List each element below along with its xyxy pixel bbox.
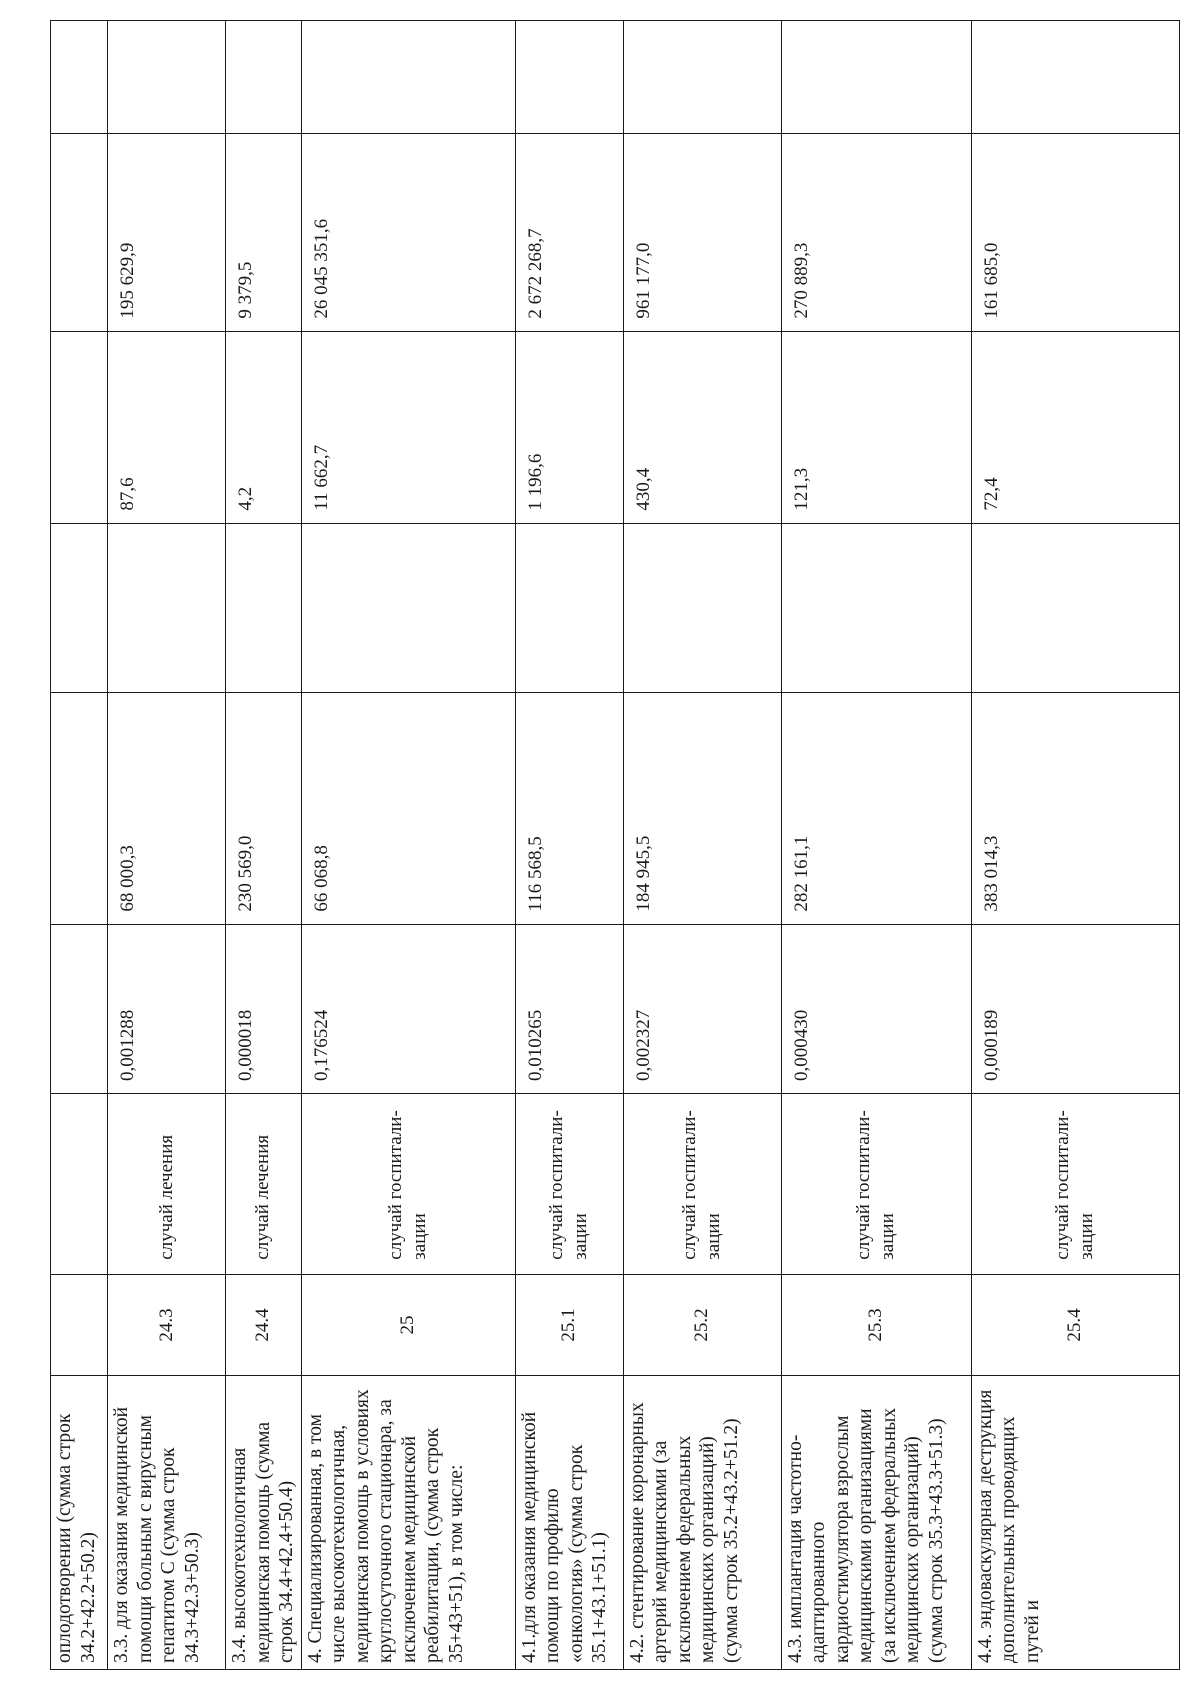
norm-volume-cell: 0,000018 — [226, 924, 302, 1093]
table-row — [971, 21, 1180, 1670]
empty-cell — [781, 523, 971, 692]
norm-cost-cell: 383 014,3 — [971, 693, 1180, 925]
table-row — [108, 21, 226, 1670]
table-row — [781, 21, 971, 1670]
per-capita-cell: 72,4 — [971, 331, 1180, 523]
empty-cell — [51, 1274, 108, 1376]
norm-cost-cell: 66 068,8 — [301, 693, 515, 925]
empty-cell — [226, 523, 302, 692]
norm-volume-cell: 0,010265 — [515, 924, 623, 1093]
empty-cell — [51, 924, 108, 1093]
per-capita-cell: 430,4 — [623, 331, 781, 523]
row-name-cell: 3.3. для оказания медицинской помощи больным с вирусным гепатитом С (сумма строк 34.3+42.3+50.3) — [108, 1376, 226, 1670]
norm-volume-cell: 0,000189 — [971, 924, 1180, 1093]
table-row-continuation — [51, 21, 108, 1670]
unit-cell: случай лечения — [226, 1094, 302, 1275]
row-name-cell: 3.4. высокотехнологичная медицинская помощь (сумма строк 34.4+42.4+50.4) — [226, 1376, 302, 1670]
row-code-cell: 25.1 — [515, 1274, 623, 1376]
empty-cell — [108, 523, 226, 692]
total-cell: 961 177,0 — [623, 134, 781, 332]
unit-cell: случай госпитали- зации — [623, 1094, 781, 1275]
empty-cell — [971, 21, 1180, 134]
unit-cell: случай госпитали- зации — [781, 1094, 971, 1275]
table-row — [623, 21, 781, 1670]
per-capita-cell: 87,6 — [108, 331, 226, 523]
empty-cell — [971, 523, 1180, 692]
empty-cell — [623, 523, 781, 692]
empty-cell — [51, 523, 108, 692]
empty-cell — [51, 693, 108, 925]
row-code-cell: 24.3 — [108, 1274, 226, 1376]
empty-cell — [51, 134, 108, 332]
norm-cost-cell: 184 945,5 — [623, 693, 781, 925]
norm-volume-cell: 0,002327 — [623, 924, 781, 1093]
empty-cell — [515, 21, 623, 134]
row-name-cell: 4.1.для оказания медицинской помощи по профилю «онкология» (сумма строк 35.1+43.1+51.1) — [515, 1376, 623, 1670]
empty-cell — [781, 21, 971, 134]
empty-cell — [301, 21, 515, 134]
empty-cell — [301, 523, 515, 692]
table-row — [301, 21, 515, 1670]
data-table — [50, 20, 1180, 1670]
row-name-cell: 4.2. стентирование коронарных артерий медицинскими (за исключением федеральных медицинских организаций) (сумма строк 35.2+43.2+51.2) — [623, 1376, 781, 1670]
per-capita-cell: 121,3 — [781, 331, 971, 523]
row-code-cell: 25 — [301, 1274, 515, 1376]
total-cell: 9 379,5 — [226, 134, 302, 332]
norm-cost-cell: 116 568,5 — [515, 693, 623, 925]
unit-cell: случай госпитали- зации — [515, 1094, 623, 1275]
total-cell: 270 889,3 — [781, 134, 971, 332]
table-row — [226, 21, 302, 1670]
unit-cell: случай госпитали- зации — [301, 1094, 515, 1275]
total-cell: 26 045 351,6 — [301, 134, 515, 332]
row-code-cell: 24.4 — [226, 1274, 302, 1376]
per-capita-cell: 11 662,7 — [301, 331, 515, 523]
unit-cell: случай госпитали- зации — [971, 1094, 1180, 1275]
row-code-cell: 25.2 — [623, 1274, 781, 1376]
total-cell: 2 672 268,7 — [515, 134, 623, 332]
norm-cost-cell: 230 569,0 — [226, 693, 302, 925]
total-cell: 195 629,9 — [108, 134, 226, 332]
rotated-page — [50, 20, 1180, 1670]
unit-cell: случай лечения — [108, 1094, 226, 1275]
row-code-cell: 25.4 — [971, 1274, 1180, 1376]
empty-cell — [515, 523, 623, 692]
empty-cell — [51, 331, 108, 523]
empty-cell — [226, 21, 302, 134]
row-name-cell: 4. Специализированная, в том числе высокотехнологичная, медицинская помощь в условиях круглосуточного стационара, за исключением медицинской реабилитации, (сумма строк 35+43+51), в том числе: — [301, 1376, 515, 1670]
empty-cell — [51, 21, 108, 134]
empty-cell — [108, 21, 226, 134]
empty-cell — [623, 21, 781, 134]
per-capita-cell: 1 196,6 — [515, 331, 623, 523]
total-cell: 161 685,0 — [971, 134, 1180, 332]
per-capita-cell: 4,2 — [226, 331, 302, 523]
norm-volume-cell: 0,000430 — [781, 924, 971, 1093]
norm-cost-cell: 282 161,1 — [781, 693, 971, 925]
row-name-cell: 4.4. эндоваскулярная деструкция дополнительных проводящих путей и — [971, 1376, 1180, 1670]
norm-volume-cell: 0,001288 — [108, 924, 226, 1093]
row-code-cell: 25.3 — [781, 1274, 971, 1376]
table-row — [515, 21, 623, 1670]
row-name-cell: оплодотворении (сумма строк 34.2+42.2+50.2) — [51, 1376, 108, 1670]
norm-cost-cell: 68 000,3 — [108, 693, 226, 925]
norm-volume-cell: 0,176524 — [301, 924, 515, 1093]
row-name-cell: 4.3. имплантация частотно-адаптированного кардиостимулятора взрослым медицинскими организациями (за исключением федеральных медицинских организаций) (сумма строк 35.3+43.3+51.3) — [781, 1376, 971, 1670]
empty-cell — [51, 1094, 108, 1275]
